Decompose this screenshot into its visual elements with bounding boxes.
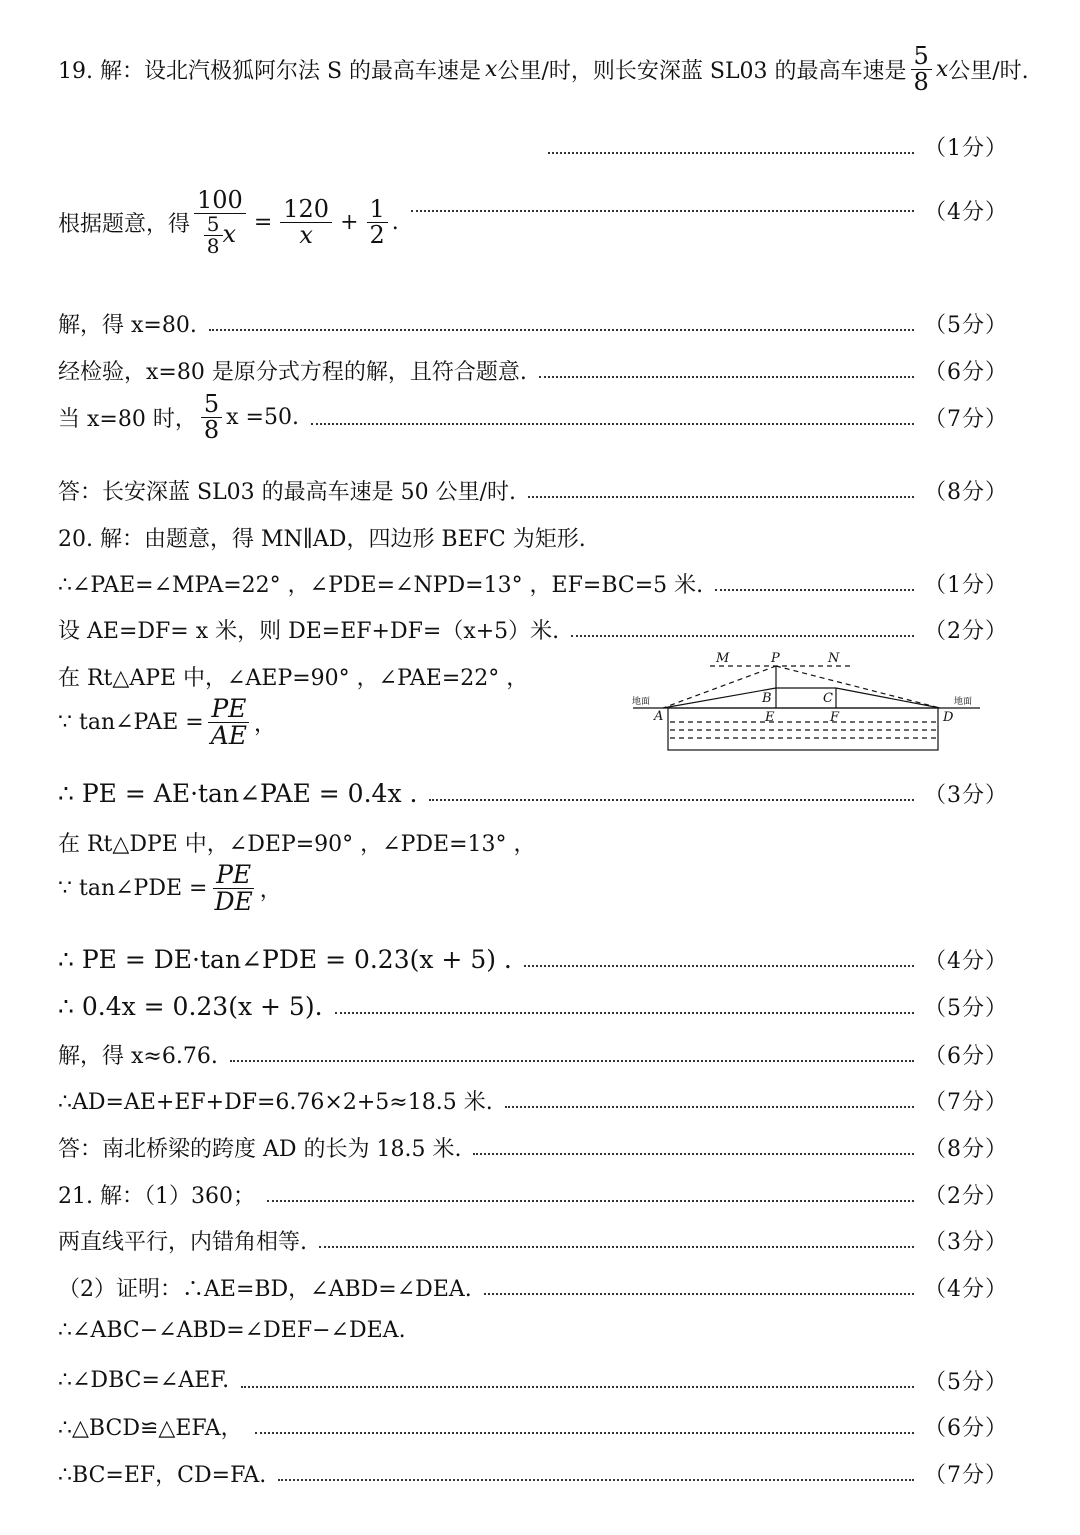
q19-when-row: 当 x=80 时， $\frac{5}{8}$ x =50. （7分） <box>58 390 1008 445</box>
q20-row-9: ∴ 0.4x = 0.23(x + 5). （5分） <box>58 992 1008 1021</box>
q20-row-7: ∵ tan∠PDE = $\frac{PE}{DE}$ ， <box>58 860 282 917</box>
q19-score1-row <box>548 131 1008 162</box>
label-c: C <box>823 691 833 706</box>
frac-5-8-inner: $\frac{5}{8}$ <box>204 214 223 257</box>
frac-lhs: 100 $\frac{5}{8}$ x <box>194 188 246 257</box>
q20-row-5: ∴ PE = AE·tan∠PAE = 0.4x . （3分） <box>58 779 1008 808</box>
bridge-diagram <box>628 650 988 760</box>
var-x: x <box>485 57 498 83</box>
q20-header: 20. 解：由题意，得 MN∥AD，四边形 BEFC 为矩形. <box>58 527 586 552</box>
q19-check-row: 经检验，x=80 是原分式方程的解，且符合题意. （6分） <box>58 360 1008 385</box>
label-n: N <box>828 651 840 666</box>
q19-header: 19. 解：设北汽极狐阿尔法 S 的最高车速是 x 公里/时，则长安深蓝 SL03 的最高车速是 $\frac{5}{8}$ x 公里/时. <box>58 42 1029 97</box>
q20-row-6: 在 Rt△DPE 中，∠DEP=90° ，∠PDE=13° ， <box>58 832 536 857</box>
line-pa <box>663 666 776 708</box>
q20-row-10: 解，得 x≈6.76. （6分） <box>58 1044 1008 1069</box>
line-cd <box>836 688 940 708</box>
q21-row-1: 21. 解：（1）360； （2分） <box>58 1184 1008 1209</box>
q20-row-2: 设 AE=DF= x 米，则 DE=EF+DF=（x+5）米. （2分） <box>58 619 1008 644</box>
label-b: B <box>762 691 772 706</box>
label-ground-right: 地面 <box>954 697 973 707</box>
score-label: （1分） <box>924 136 1008 161</box>
frac-rhs1: $\frac{120}{x}$ <box>280 197 332 248</box>
q20-row-12: 答：南北桥梁的跨度 AD 的长为 18.5 米. （8分） <box>58 1137 1008 1162</box>
q19-equation-row: 根据题意，得 100 $\frac{5}{8}$ x = $\frac{120}{x}$ + $\frac{1}{2}$ . （4分） <box>58 186 1008 259</box>
leader-dots <box>548 152 914 154</box>
q21-row-2: 两直线平行，内错角相等. （3分） <box>58 1230 1008 1255</box>
label-e: E <box>765 710 775 725</box>
label-m: M <box>716 651 730 666</box>
frac-pe-de: $\frac{PE}{DE}$ <box>214 860 253 917</box>
frac-5-8: $\frac{5}{8}$ <box>201 392 222 443</box>
q21-row-3: （2）证明：∴AE=BD，∠ABD=∠DEA. （4分） <box>58 1277 1008 1302</box>
label-p: P <box>771 651 780 666</box>
label-a: A <box>654 709 664 724</box>
q19-solution-row: 解，得 x=80. （5分） <box>58 313 1008 338</box>
frac-5-8: $\frac{5}{8}$ <box>911 44 932 95</box>
leader-dots <box>411 210 914 212</box>
q21-row-7: ∴BC=EF，CD=FA. （7分） <box>58 1463 1008 1488</box>
q20-row-1: ∴∠PAE=∠MPA=22° ，∠PDE=∠NPD=13° ，EF=BC=5 米. （1分） <box>58 573 1008 598</box>
q20-row-8: ∴ PE = DE·tan∠PDE = 0.23(x + 5) . （4分） <box>58 945 1008 974</box>
label-d: D <box>943 710 954 725</box>
frac-pe-ae: $\frac{PE}{AE}$ <box>208 696 250 750</box>
q19-answer-row: 答：长安深蓝 SL03 的最高车速是 50 公里/时. （8分） <box>58 480 1008 505</box>
q20-row-4: ∵ tan∠PAE = $\frac{PE}{AE}$ ， <box>58 694 277 751</box>
q21-row-6: ∴△BCD≌△EFA， （6分） <box>58 1416 1008 1441</box>
frac-rhs2: $\frac{1}{2}$ <box>367 197 388 248</box>
label-ground-left: 地面 <box>632 697 651 707</box>
q20-row-11: ∴AD=AE+EF+DF=6.76×2+5≈18.5 米. （7分） <box>58 1090 1008 1115</box>
q20-row-3: 在 Rt△APE 中，∠AEP=90° ，∠PAE=22° ， <box>58 666 529 691</box>
line-pd <box>776 666 940 708</box>
line-ab <box>663 688 776 708</box>
q21-row-5: ∴∠DBC=∠AEF. （5分） <box>58 1368 1008 1395</box>
label-f: F <box>830 710 840 725</box>
q21-row-4: ∴∠ABC−∠ABD=∠DEF−∠DEA. <box>58 1318 406 1343</box>
river-box <box>668 708 938 750</box>
